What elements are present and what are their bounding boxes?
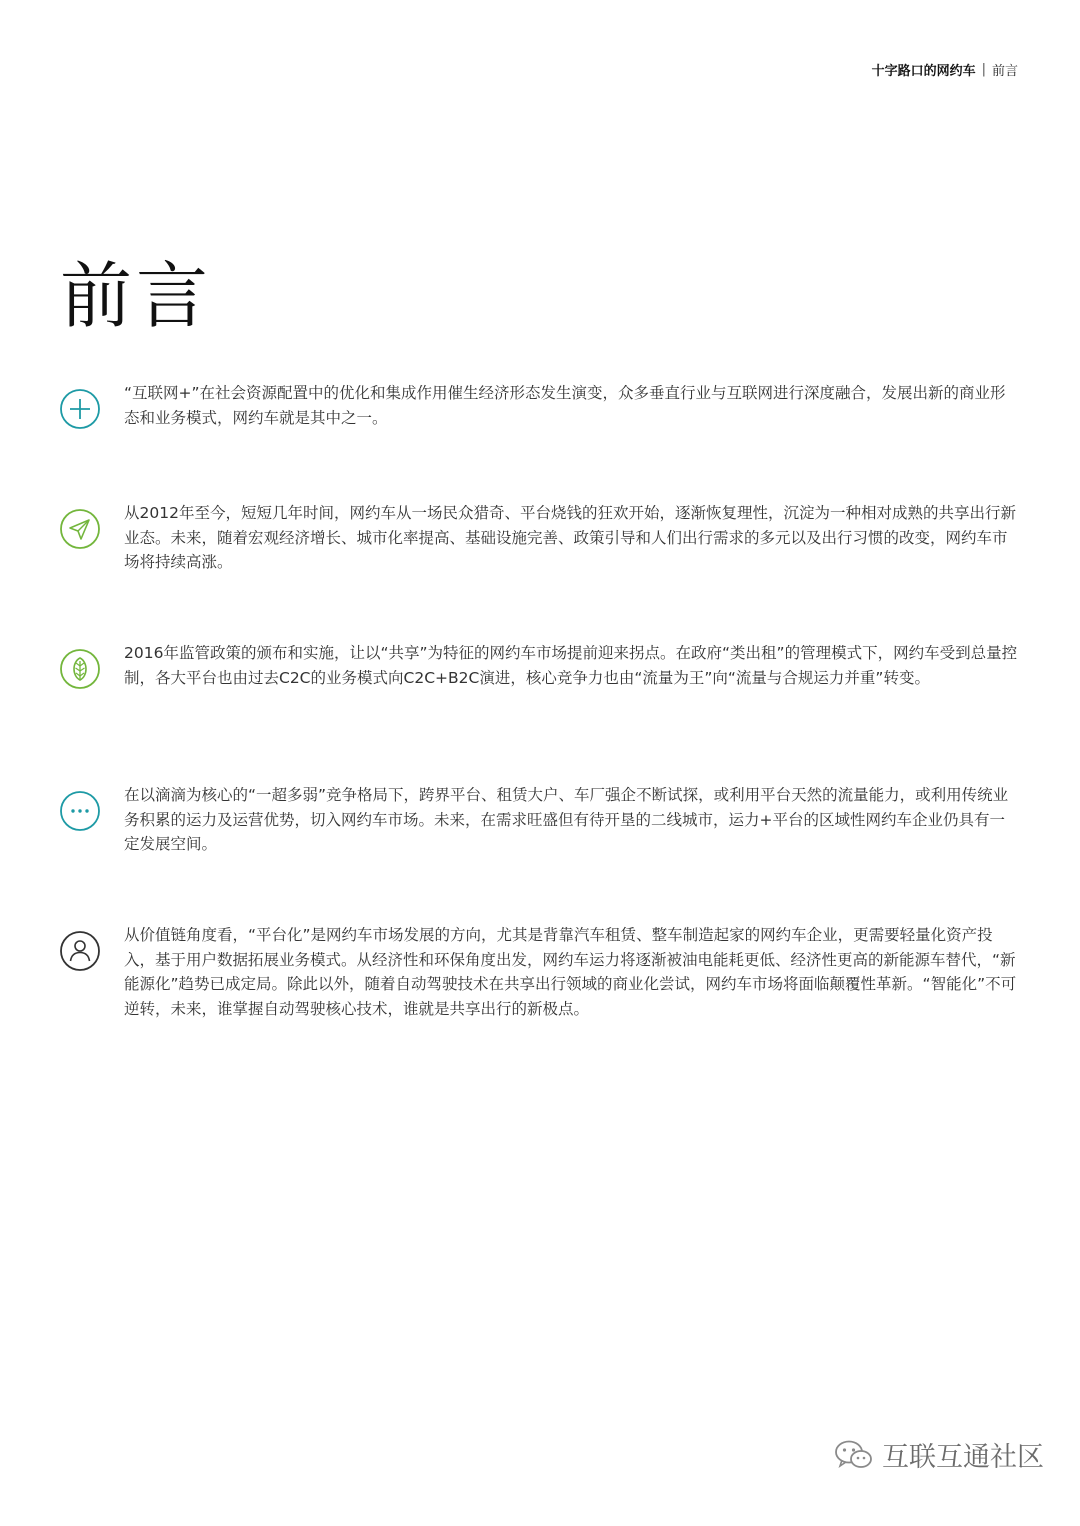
- person-circle-icon: [58, 929, 102, 973]
- section-name: 前言: [991, 64, 1018, 79]
- wechat-icon: [834, 1439, 874, 1471]
- watermark: [834, 1435, 1044, 1474]
- paragraph-text: 从价值链角度看，“平台化”是网约车市场发展的方向，尤其是背靠汽车租赁、整车制造起家的网约车企业，更需要轻量化资产投入，基于用户数据拓展业务模式。从经济性和环保角度出发，网约车运力将逐渐被油电能耗更低、经济性更高的新能源车替代，“新能源化”趋势已成定局。除此以外，随着自动驾驶技术在共享出行领域的商业化尝试，网约车市场将面临颠覆性革新。“智能化”不可逆转，未来，谁掌握自动驾驶核心技术，谁就是共享出行的新极点。: [124, 926, 1017, 1018]
- paragraph-text: 从2012年至今，短短几年时间，网约车从一场民众猎奇、平台烧钱的狂欢开始，逐渐恢复理性，沉淀为一种相对成熟的共享出行新业态。未来，随着宏观经济增长、城市化率提高、基础设施完善、政策引导和人们出行需求的多元以及出行习惯的改变，网约车市场将持续高涨。: [124, 504, 1016, 571]
- ellipsis-circle-icon: [58, 789, 102, 833]
- plus-circle-icon: [58, 387, 102, 431]
- list-item: [58, 783, 1018, 857]
- paragraph-text: 在以滴滴为核心的“一超多弱”竞争格局下，跨界平台、租赁大户、车厂强企不断试探，或利用平台天然的流量能力，或利用传统业务积累的运力及运营优势，切入网约车市场。未来，在需求旺盛但有待开垦的二线城市，运力+平台的区域性网约车企业仍具有一定发展空间。: [124, 786, 1009, 853]
- header-separator: |: [981, 62, 986, 77]
- paragraph-text: “互联网+”在社会资源配置中的优化和集成作用催生经济形态发生演变，众多垂直行业与互联网进行深度融合，发展出新的商业形态和业务模式，网约车就是其中之一。: [124, 384, 1006, 427]
- list-item: [58, 381, 1018, 430]
- page-title: 前言: [60, 254, 213, 338]
- watermark-text: 互联互通社区: [882, 1442, 1044, 1473]
- running-header: [872, 60, 1018, 79]
- report-title: 十字路口的网约车: [871, 64, 976, 79]
- list-item: [58, 641, 1018, 690]
- send-arrow-circle-icon: [58, 507, 102, 551]
- list-item: [58, 501, 1018, 575]
- list-item: [58, 923, 1018, 1021]
- leaf-circle-icon: [58, 647, 102, 691]
- paragraph-text: 2016年监管政策的颁布和实施，让以“共享”为特征的网约车市场提前迎来拐点。在政府“类出租”的管理模式下，网约车受到总量控制，各大平台也由过去C2C的业务模式向C2C+B2C演进，核心竞争力也由“流量为王”向“流量与合规运力并重”转变。: [124, 644, 1018, 687]
